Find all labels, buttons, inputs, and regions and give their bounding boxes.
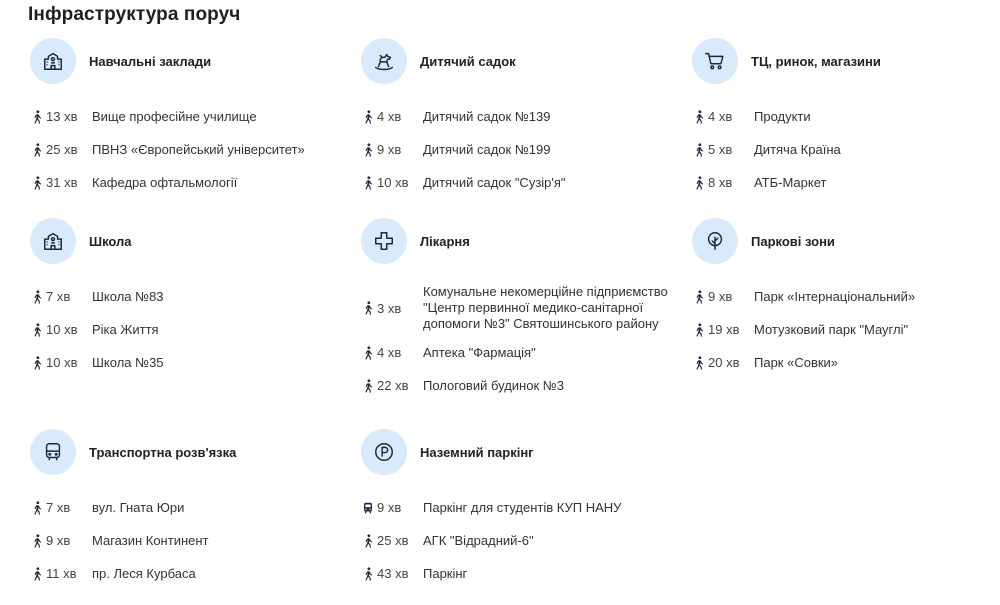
list-item [692,346,1000,379]
list-item [361,166,671,199]
list-item [361,133,671,166]
category-parks [692,218,1000,379]
travel-time: 25 хв [377,533,409,548]
walk-icon [361,300,375,316]
place-name: пр. Леся Курбаса [92,565,196,581]
walk-icon [30,355,44,371]
medical-cross-icon [361,218,407,264]
place-name: Магазин Континент [92,532,209,548]
bus-small-icon [361,500,375,516]
place-name: Дитячий садок "Сузір'я" [423,174,566,190]
school-building-icon [30,38,76,84]
category-education [30,38,340,199]
travel-time: 5 хв [708,142,733,157]
list-item [692,313,1000,346]
list-item [361,491,671,524]
walk-icon [361,109,375,125]
travel-time: 13 хв [46,109,78,124]
place-name: ПВНЗ «Європейський університет» [92,141,305,157]
walk-icon [361,378,375,394]
place-name: Школа №35 [92,354,164,370]
category-title: Школа [89,233,132,249]
travel-time: 9 хв [377,500,402,515]
rocking-horse-icon [361,38,407,84]
list-item [30,280,340,313]
travel-time: 10 хв [46,322,78,337]
travel-time: 43 хв [377,566,409,581]
category-school [30,218,340,379]
place-name: Аптека "Фармація" [423,344,536,360]
place-name: Продукти [754,108,811,124]
walk-icon [692,322,706,338]
page-title: Інфраструктура поруч [28,4,241,25]
list-item [30,313,340,346]
list-item [30,100,340,133]
list-item [30,524,340,557]
walk-icon [30,533,44,549]
place-name: Дитячий садок №199 [423,141,551,157]
walk-icon [692,175,706,191]
walk-icon [30,566,44,582]
school-building-icon [30,218,76,264]
place-name: Паркінг для студентів КУП НАНУ [423,499,622,515]
travel-time: 9 хв [377,142,402,157]
category-hospital [361,218,671,402]
travel-time: 22 хв [377,378,409,393]
list-item [692,166,1000,199]
walk-icon [30,322,44,338]
walk-icon [361,142,375,158]
travel-time: 20 хв [708,355,740,370]
place-name: АГК "Відрадний-6" [423,532,534,548]
travel-time: 4 хв [377,345,402,360]
place-name: Дитяча Країна [754,141,841,157]
list-item [361,557,671,590]
travel-time: 9 хв [46,533,71,548]
list-item [30,166,340,199]
category-title: Дитячий садок [420,53,516,69]
walk-icon [361,345,375,361]
walk-icon [30,109,44,125]
place-name: Школа №83 [92,288,164,304]
bus-icon [30,429,76,475]
list-item [30,557,340,590]
walk-icon [361,175,375,191]
travel-time: 3 хв [377,300,402,316]
place-name: Парк «Інтернаціональний» [754,288,916,304]
place-name: АТБ-Маркет [754,174,827,190]
parking-icon [361,429,407,475]
category-title: Паркові зони [751,233,835,249]
category-kindergarten [361,38,671,199]
place-name: Комунальне некомерційне підприємство "Центр первинної медико-санітарної допомоги №3" Святошинського району [423,284,668,331]
travel-time: 19 хв [708,322,740,337]
place-name: Мотузковий парк "Мауглі" [754,321,909,337]
place-name: Кафедра офтальмології [92,174,238,190]
travel-time: 10 хв [377,175,409,190]
category-parking [361,429,671,590]
travel-time: 11 хв [46,566,77,581]
shopping-cart-icon [692,38,738,84]
travel-time: 10 хв [46,355,78,370]
place-name: Ріка Життя [92,321,159,337]
walk-icon [30,500,44,516]
travel-time: 8 хв [708,175,733,190]
list-item [361,369,671,402]
category-title: Наземний паркінг [420,444,534,460]
walk-icon [30,175,44,191]
place-name: Вище професійне училище [92,108,257,124]
walk-icon [361,566,375,582]
walk-icon [692,109,706,125]
list-item [30,133,340,166]
travel-time: 25 хв [46,142,78,157]
category-shopping [692,38,1000,199]
walk-icon [692,142,706,158]
category-title: Лікарня [420,233,470,249]
travel-time: 4 хв [377,109,402,124]
walk-icon [361,533,375,549]
place-name: Пологовий будинок №3 [423,377,564,393]
walk-icon [30,142,44,158]
travel-time: 7 хв [46,289,71,304]
walk-icon [692,289,706,305]
list-item [692,133,1000,166]
walk-icon [30,289,44,305]
list-item [361,100,671,133]
travel-time: 4 хв [708,109,733,124]
list-item [361,336,671,369]
place-name: вул. Гната Юри [92,499,185,515]
list-item [692,280,1000,313]
travel-time: 31 хв [46,175,78,190]
place-name: Парк «Совки» [754,354,839,370]
list-item [30,491,340,524]
walk-icon [692,355,706,371]
list-item [692,100,1000,133]
category-title: ТЦ, ринок, магазини [751,53,881,69]
list-item [30,346,340,379]
list-item [361,524,671,557]
travel-time: 7 хв [46,500,71,515]
category-title: Транспортна розв'язка [89,444,237,460]
list-item [361,280,671,336]
tree-icon [692,218,738,264]
travel-time: 9 хв [708,289,733,304]
place-name: Паркінг [423,565,468,581]
place-name: Дитячий садок №139 [423,108,551,124]
category-transport [30,429,340,590]
category-title: Навчальні заклади [89,53,212,69]
